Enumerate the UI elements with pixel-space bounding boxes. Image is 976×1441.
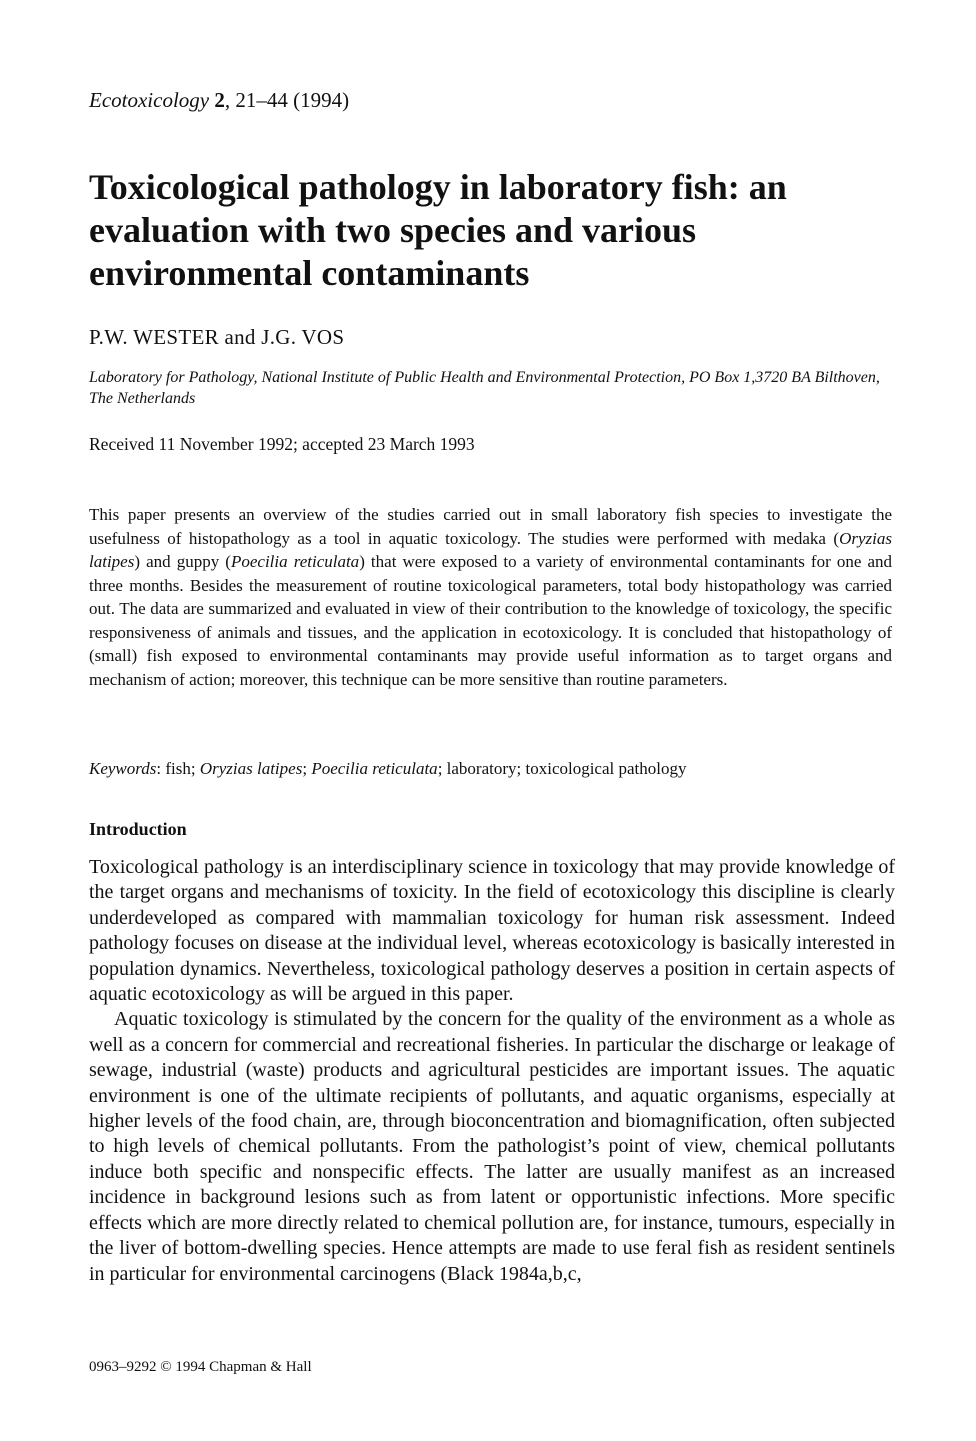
section-heading-introduction: Introduction [89,819,187,839]
journal-name: Ecotoxicology [89,88,210,112]
keyword-rest: ; laboratory; toxicological pathology [437,759,687,778]
keyword-poecilia: Poecilia reticulata [311,759,438,778]
keywords-label: Keywords [89,759,157,778]
abstract [89,503,892,691]
abstract-text-1: This paper presents an overview of the studies carried out in small laboratory fish species to investigate the usefulness of histopathology as a tool in aquatic toxicology. The studies were performed with medaka ( [89,505,892,548]
intro-paragraph-2: Aquatic toxicology is stimulated by the concern for the quality of the environment as a whole as well as a concern for commercial and recreational fisheries. In particular the discharge or leakage of sewage, industrial (waste) products and agricultural pesticides are important issues. The aquatic environment is one of the ultimate recipients of pollutants, and aquatic organisms, especially at higher levels of the food chain, are, through bioconcentration and biomagnification, often subjected to high levels of chemical pollutants. From the pathologist’s point of view, chemical pollutants induce both specific and nonspecific effects. The latter are usually manifest as an increased incidence in background lesions such as from latent or opportunistic infections. More specific effects which are more directly related to chemical pollution are, for instance, tumours, especially in the liver of bottom-dwelling species. Hence attempts are made to use feral fish as resident sentinels in particular for environmental carcinogens (Black 1984a,b,c, [89,1008,895,1285]
keywords-colon: : [156,759,166,778]
abstract-text-2: ) and guppy ( [134,552,231,571]
journal-volume: 2 [214,88,225,112]
abstract-species-guppy: Poecilia reticulata [230,552,360,571]
keyword-separator: ; [302,759,312,778]
received-dates: Received 11 November 1992; accepted 23 March 1993 [89,434,475,454]
keyword-oryzias: Oryzias latipes [199,759,303,778]
journal-citation [89,88,349,113]
abstract-species-medaka: Oryzias latipes [89,528,892,571]
introduction-body [89,855,895,1287]
intro-paragraph-1: Toxicological pathology is an interdisciplinary science in toxicology that may provide knowledge of the target organs and mechanisms of toxicity. In the field of ecotoxicology this discipline is clearly underdeveloped as compared with mammalian toxicology for human risk assessment. Indeed pathology focuses on disease at the individual level, whereas ecotoxicology is basically interested in population dynamics. Nevertheless, toxicological pathology deserves a position in certain aspects of aquatic ecotoxicology as will be argued in this paper. [89,856,895,1006]
journal-pages-year: , 21–44 (1994) [224,88,350,112]
keywords [89,759,892,779]
author-list: P.W. WESTER and J.G. VOS [89,325,345,349]
copyright-footer: 0963–9292 © 1994 Chapman & Hall [89,1359,312,1375]
paper-title: Toxicological pathology in laboratory fish: an evaluation with two species and various environmental contaminants [89,167,787,293]
keyword-fish: fish; [165,759,200,778]
author-affiliation: Laboratory for Pathology, National Institute of Public Health and Environmental Protection, PO Box 1,3720 BA Bilthoven, The Netherlands [89,369,880,407]
abstract-text-3: ) that were exposed to a variety of environmental contaminants for one and three months. Besides the measurement of routine toxicological parameters, total body histopathology was carried out. The data are summarized and evaluated in view of their contribution to the knowledge of toxicology, the specific responsiveness of animals and tissues, and the application in ecotoxicology. It is concluded that histopathology of (small) fish exposed to environmental contaminants may provide useful information as to target organs and mechanism of action; moreover, this technique can be more sensitive than routine parameters. [89,552,892,689]
